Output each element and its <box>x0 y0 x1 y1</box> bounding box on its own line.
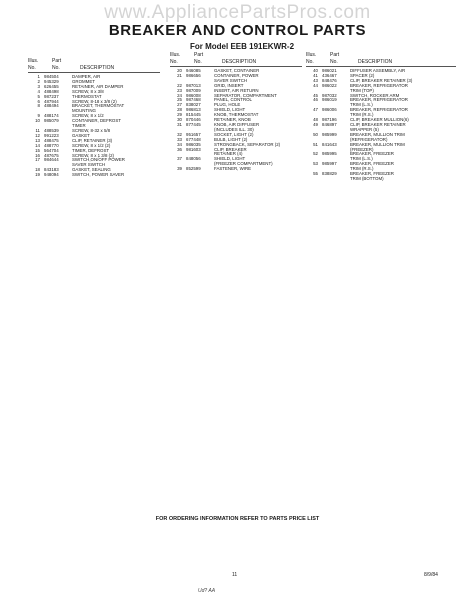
ordering-footer: FOR ORDERING INFORMATION REFER TO PARTS PRICE LIST <box>155 516 320 522</box>
part-number: 987009 <box>186 87 201 93</box>
part-description: BRACKET, THERMOSTAT MOUNTING <box>72 103 125 114</box>
parts-column-2 <box>170 52 302 172</box>
part-description: GROMMET <box>72 78 95 84</box>
illus-number: 46 <box>313 97 318 103</box>
parts-column-1 <box>28 58 160 178</box>
part-number: 870446 <box>186 117 201 123</box>
part-description: SOCKET, LIGHT (2) <box>214 131 254 137</box>
part-number: 488498 <box>44 88 59 94</box>
part-description: SHIELD, LIGHT <box>214 107 246 113</box>
part-number: 987237 <box>44 93 59 99</box>
part-description: SHIELD, LIGHT (FREEZER COMPARTMENT) <box>214 156 273 167</box>
illus-number: 14 <box>35 142 40 148</box>
part-number: 986022 <box>322 82 337 88</box>
parts-row <box>170 167 302 172</box>
part-number: 951657 <box>186 131 201 137</box>
illus-number: 10 <box>35 118 40 124</box>
part-number: 991223 <box>44 132 59 138</box>
illus-number: 47 <box>313 107 318 113</box>
part-description: SCREW, 8 x 1 3/8 (2) <box>72 152 114 158</box>
illus-number: 44 <box>313 82 318 88</box>
part-number: 986021 <box>322 68 337 73</box>
part-number: 815445 <box>186 112 201 118</box>
illus-number: 39 <box>177 166 182 172</box>
illus-number: 34 <box>177 141 182 147</box>
parts-row <box>28 173 160 178</box>
illus-number: 13 <box>35 137 40 143</box>
illus-number: 8 <box>37 103 40 109</box>
part-number: 984644 <box>44 157 59 163</box>
part-number: 981603 <box>186 146 201 152</box>
part-number: 877445 <box>186 121 201 127</box>
part-description: BREAKER, FREEZER TRIM (L.S.) <box>350 151 394 162</box>
illus-number: 32 <box>177 131 182 137</box>
illus-number: 52 <box>313 151 318 157</box>
header-no: No. <box>194 59 202 65</box>
part-description: STRONGBACK, SEPARATOR (2) <box>214 141 281 147</box>
header-rule <box>28 72 160 73</box>
illus-number: 19 <box>35 172 40 178</box>
part-description: PANEL, CONTROL <box>214 97 252 103</box>
part-number: 488494 <box>44 103 59 109</box>
part-description: SWITCH, POWER SAVER <box>72 172 125 178</box>
part-number: 487675 <box>44 152 59 158</box>
part-number: 945329 <box>44 78 59 84</box>
part-description: BREAKER, REFRIGERATOR TRIM (TOP) <box>350 82 408 93</box>
header-part: Part <box>52 58 62 64</box>
parts-row <box>306 172 456 182</box>
part-description: CONTAINER, POWER SAVER SWITCH <box>214 72 259 83</box>
illus-number: 31 <box>177 121 182 127</box>
part-description: BREAKER, MULLION TRIM (FREEZER) <box>350 141 405 152</box>
illus-number: 24 <box>177 92 182 98</box>
illus-number: 43 <box>313 77 318 83</box>
illus-number: 17 <box>35 157 40 163</box>
part-description: KNOB, AIR DIFFUSER (INCLUDES ILL. 30) <box>214 121 260 132</box>
header-no: No. <box>330 59 338 65</box>
part-description: SWITCH,ON/OFF POWER SAVER SWITCH <box>72 157 125 168</box>
bottom-mark: Ud? AA <box>198 588 216 594</box>
illus-number: 37 <box>177 156 182 162</box>
illus-number: 9 <box>37 113 40 119</box>
part-description: SCREW, 8 x 1/2 (2) <box>72 142 111 148</box>
header-description: DESCRIPTION <box>80 65 115 71</box>
illus-number: 27 <box>177 102 182 108</box>
illus-number: 22 <box>177 82 182 88</box>
part-number: 985997 <box>322 161 337 167</box>
illus-number: 12 <box>35 132 40 138</box>
header-description: DESCRIPTION <box>222 59 257 65</box>
part-description: BULB, LIGHT (2) <box>214 136 248 142</box>
illus-number: 45 <box>313 92 318 98</box>
illus-number: 48 <box>313 117 318 123</box>
header-no: No. <box>52 65 60 71</box>
part-description: SPACER (2) <box>350 72 375 78</box>
header-illus: Illus. <box>28 58 39 64</box>
part-number: 985995 <box>322 151 337 157</box>
part-number: 488174 <box>44 113 59 119</box>
header-rule <box>306 66 456 67</box>
illus-number: 29 <box>177 112 182 118</box>
illus-number: 53 <box>313 161 318 167</box>
illus-number: 18 <box>35 167 40 173</box>
column-header <box>306 52 456 68</box>
part-number: 838027 <box>186 102 201 108</box>
illus-number: 21 <box>177 72 182 78</box>
illus-number: 49 <box>313 121 318 127</box>
illus-number: 6 <box>37 98 40 104</box>
illus-number: 33 <box>177 136 182 142</box>
part-description: SEPARATOR, COMPARTMENT <box>214 92 277 98</box>
part-description: CLIP, BREAKER MULLION(6) <box>350 117 409 123</box>
part-description: CLIP, BREAKER RETAINER (3) <box>350 77 413 83</box>
part-number: 838829 <box>322 171 337 177</box>
part-number: 841643 <box>322 141 337 147</box>
part-description: BREAKER, MULLION TRIM (REFRIGERATOR) <box>350 131 405 142</box>
header-no: No. <box>170 59 178 65</box>
part-number: 987032 <box>322 92 337 98</box>
part-description: SWITCH, ROCKER ARM <box>350 92 400 98</box>
illus-number: 2 <box>37 78 40 84</box>
part-description: SCREW, 8-32 x 5/8 <box>72 127 111 133</box>
illus-number: 20 <box>177 68 182 73</box>
part-description: BREAKER, REFRIGERATOR TRIM (L.S.) <box>350 97 408 108</box>
part-number: 986019 <box>322 97 337 103</box>
illus-number: 16 <box>35 152 40 158</box>
watermark: www.AppliancePartsPros.com <box>104 2 371 23</box>
part-number: 848056 <box>186 156 201 162</box>
illus-number: 40 <box>313 68 318 73</box>
part-number: 986813 <box>186 107 201 113</box>
illus-number: 5 <box>37 93 40 99</box>
illus-number: 15 <box>35 147 40 153</box>
part-number: 986656 <box>186 72 201 78</box>
illus-number: 23 <box>177 87 182 93</box>
part-number: 987468 <box>186 97 201 103</box>
part-description: TIMER, DEFROST <box>72 147 110 153</box>
part-description: SCREW, 8 x 1/2 <box>72 113 104 119</box>
part-description: CLIP, RETAINER (3) <box>72 137 113 143</box>
part-number: 436467 <box>322 72 337 78</box>
part-number: 487944 <box>44 98 59 104</box>
part-description: FASTENER, WIRE <box>214 166 252 172</box>
model-subtitle: For Model EEB 191EKWR-2 <box>190 42 295 51</box>
part-description: GASKET, SEALING <box>72 167 111 173</box>
part-description: CLIP, BREAKER RETAINER WRAPPER (5) <box>350 121 406 132</box>
illus-number: 51 <box>313 141 318 147</box>
part-number: 987196 <box>322 117 337 123</box>
part-description: RETAINER, AIR DAMPER <box>72 83 124 89</box>
illus-number: 36 <box>177 146 182 152</box>
part-number: 987013 <box>186 82 201 88</box>
part-number: 843183 <box>44 167 59 173</box>
header-illus: Illus. <box>170 52 181 58</box>
part-number: 948094 <box>44 172 59 178</box>
part-number: 986035 <box>186 141 201 147</box>
part-description: BREAKER, REFRIGERATOR TRIM (R.S.) <box>350 107 408 118</box>
header-rule <box>170 66 302 67</box>
part-description: DAMPER, AIR <box>72 74 101 79</box>
part-number: 985999 <box>322 131 337 137</box>
header-part: Part <box>194 52 204 58</box>
part-number: 848476 <box>322 77 337 83</box>
part-number: 985079 <box>44 118 59 124</box>
header-part: Part <box>330 52 340 58</box>
part-description: GASKET, CONTAINER <box>214 68 260 73</box>
part-description: GRID, INSERT <box>214 82 244 88</box>
part-number: 677448 <box>186 136 201 142</box>
page-number: 11 <box>232 572 238 578</box>
part-description: SCREW, 8 x 3/8 <box>72 88 104 94</box>
part-description: CLIP, BREAKER RETAINER (4) <box>214 146 247 157</box>
part-number: 986006 <box>322 107 337 113</box>
part-number: 846897 <box>322 121 337 127</box>
illus-number: 30 <box>177 117 182 123</box>
column-header <box>170 52 302 68</box>
part-description: INSERT, AIR RETURN <box>214 87 259 93</box>
illus-number: 41 <box>313 72 318 78</box>
part-description: KNOB, THERMOSTAT <box>214 112 259 118</box>
header-no: No. <box>28 65 36 71</box>
part-number: 946085 <box>186 68 201 73</box>
part-number: 626455 <box>44 83 59 89</box>
page-title: BREAKER AND CONTROL PARTS <box>108 22 367 39</box>
part-description: GASKET <box>72 132 90 138</box>
parts-rows <box>170 69 302 172</box>
part-description: SCREW, 8-18 x 3/8 (2) <box>72 98 117 104</box>
illus-number: 3 <box>37 83 40 89</box>
part-description: PLUG, HOLE <box>214 102 241 108</box>
part-number: 488539 <box>44 127 59 133</box>
illus-number: 50 <box>313 131 318 137</box>
part-description: CONTAINER, DEFROST TIMER <box>72 118 121 129</box>
illus-number: 25 <box>177 97 182 103</box>
part-number: 564704 <box>44 147 59 153</box>
part-description: DIFFUSER ASSEMBLY, AIR <box>350 68 406 73</box>
part-number: 852599 <box>186 166 201 172</box>
part-number: 488770 <box>44 142 59 148</box>
part-description: BREAKER, FREEZER TRIM (R.S.) <box>350 161 394 172</box>
header-no: No. <box>306 59 314 65</box>
parts-rows <box>28 75 160 178</box>
illus-number: 11 <box>35 127 40 133</box>
illus-number: 1 <box>37 74 40 79</box>
header-illus: Illus. <box>306 52 317 58</box>
illus-number: 28 <box>177 107 182 113</box>
part-number: 986008 <box>186 92 201 98</box>
part-number: 488475 <box>44 137 59 143</box>
parts-rows <box>306 69 456 182</box>
illus-number: 55 <box>313 171 318 177</box>
part-description: BREAKER, FREEZER TRIM (BOTTOM) <box>350 171 394 181</box>
illus-number: 4 <box>37 88 40 94</box>
part-description: THERMOSTAT <box>72 93 102 99</box>
part-number: 984504 <box>44 74 59 79</box>
column-header <box>28 58 160 74</box>
part-description: RETAINER, KNOB <box>214 117 251 123</box>
parts-column-3 <box>306 52 456 182</box>
document-code: 8/9/84 <box>424 572 438 578</box>
header-description: DESCRIPTION <box>358 59 393 65</box>
